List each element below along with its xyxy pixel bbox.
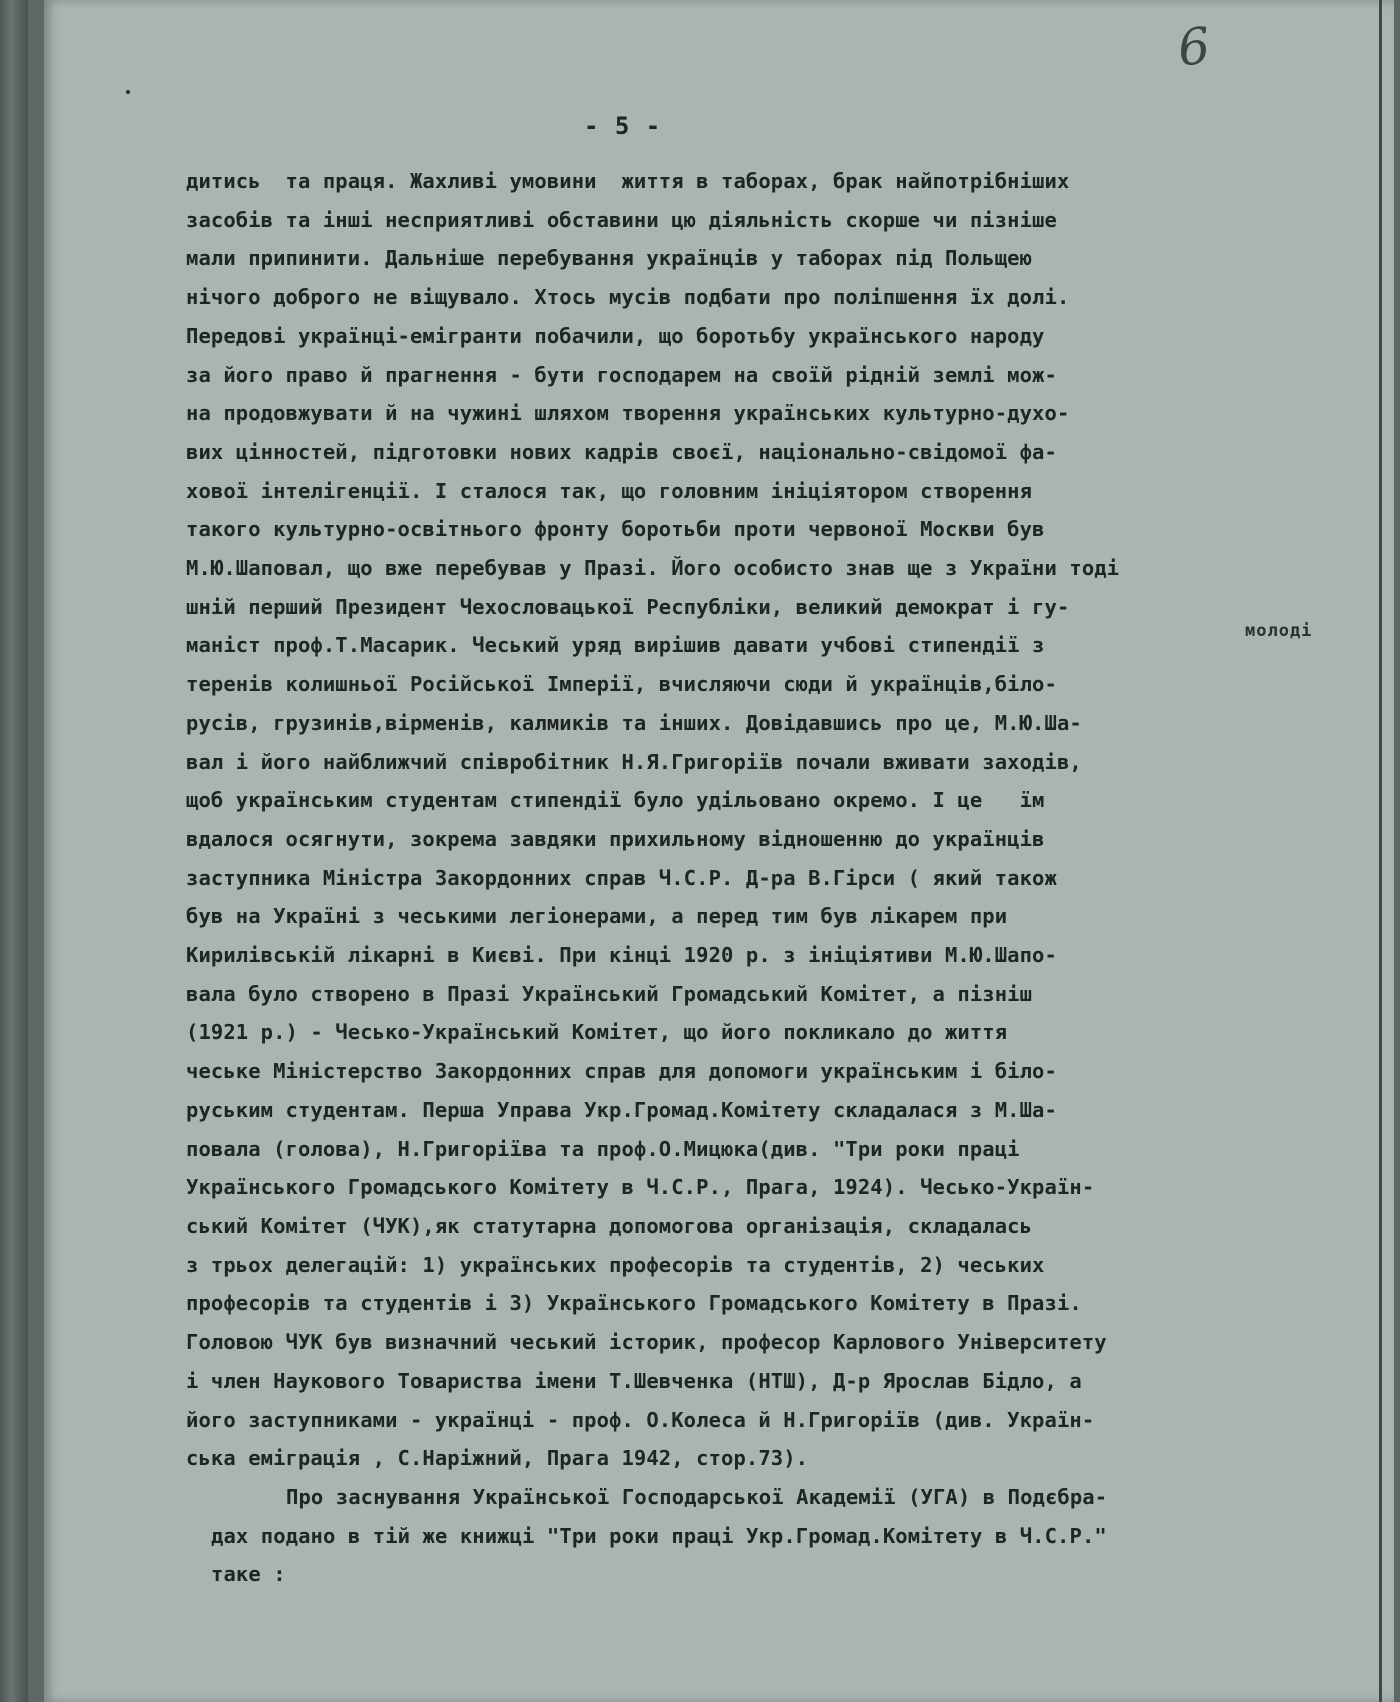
text-line: за його право й прагнення - бути господарем на своїй рідній землі мож- — [186, 362, 1057, 387]
text-line: вала було створено в Празі Український Громадський Комітет, а пізніш — [186, 981, 1033, 1006]
text-line: мали припинити. Дальніше перебування українців у таборах під Польщею — [186, 246, 1033, 271]
text-line: і член Наукового Товариства імени Т.Шевченка (НТШ), Д-р Ярослав Бідло, а — [186, 1368, 1082, 1393]
text-line: маніст проф.Т.Масарик. Чеський уряд вирішив давати учбові стипендії з — [186, 633, 1045, 658]
text-line: вал і його найближчий співробітник Н.Я.Григоріїв почали вживати заходів, — [186, 749, 1082, 774]
text-line: (1921 р.) - Чесько-Український Комітет, що його покликало до життя — [186, 1020, 1008, 1045]
text-line: русів, грузинів,вірменів, калмиків та інших. Довідавшись про це, М.Ю.Ша- — [186, 710, 1082, 735]
text-line: Кирилівській лікарні в Києві. При кінці 1920 р. з ініціятиви М.Ю.Шапо- — [186, 943, 1057, 968]
handwritten-insertion: молоді — [1245, 621, 1313, 641]
text-line: чеське Міністерство Закордонних справ для допомоги українським і біло- — [186, 1059, 1057, 1084]
binding-edge — [0, 0, 28, 1702]
text-line: такого культурно-освітнього фронту боротьби проти червоної Москви був — [186, 517, 1045, 542]
text-line: руським студентам. Перша Управа Укр.Громад.Комітету складалася з М.Ша- — [186, 1097, 1057, 1122]
text-line: засобів та інші несприятливі обставини цю діяльність скорше чи пізніше — [186, 207, 1057, 232]
text-line: дах подано в тій же книжці "Три роки праці Укр.Громад.Комітету в Ч.С.Р." — [211, 1523, 1107, 1548]
text-line: шній перший Президент Чехословацької Республіки, великий демократ і гу- — [186, 594, 1070, 619]
text-line: повала (голова), Н.Григоріїва та проф.О.Мицюка(див. "Три роки праці — [186, 1136, 1020, 1161]
text-line: М.Ю.Шаповал, що вже перебував у Празі. Його особисто знав ще з України тоді — [186, 556, 1120, 581]
text-line: теренів колишньої Російської Імперії, вчисляючи сюди й українців,біло- — [186, 672, 1057, 697]
text-line: ська еміграція , С.Наріжний, Прага 1942, стор.73). — [186, 1446, 809, 1471]
text-line: вдалося осягнути, зокрема завдяки прихильному відношенню до українців — [186, 826, 1045, 851]
text-line: заступника Міністра Закордонних справ Ч.С.Р. Д-ра В.Гірси ( який також — [186, 865, 1057, 890]
text-line: був на Україні з чеськими легіонерами, а перед тим був лікарем при — [186, 904, 1008, 929]
text-line: вих цінностей, підготовки нових кадрів своєї, національно-свідомої фа- — [186, 439, 1057, 464]
text-line: дитись та праця. Жахливі умовини життя в таборах, брак найпотрібніших — [186, 169, 1070, 193]
stray-ink-mark — [126, 90, 130, 94]
text-line: ський Комітет (ЧУК),як статутарна допомогова організація, складалась — [186, 1213, 1033, 1238]
text-line: Передові українці-емігранти побачили, що боротьбу українського народу — [186, 323, 1045, 348]
text-line: Українського Громадського Комітету в Ч.С.Р., Прага, 1924). Чесько-Україн- — [186, 1175, 1095, 1200]
text-line: його заступниками - українці - проф. О.Колеса й Н.Григоріїв (див. Україн- — [186, 1407, 1095, 1432]
page-number: - 5 - — [584, 112, 662, 140]
text-line: професорів та студентів і 3) Українського Громадського Комітету в Празі. — [186, 1291, 1082, 1316]
handwritten-archive-number: 6 — [1175, 16, 1213, 78]
text-line: щоб українським студентам стипендії було удільовано окремо. І це їм — [186, 788, 1045, 813]
typed-body-text — [186, 162, 1381, 1594]
text-line: Головою ЧУК був визначний чеський історик, професор Карлового Університету — [186, 1330, 1107, 1355]
text-line: з трьох делегацій: 1) українських професорів та студентів, 2) чеських — [186, 1252, 1045, 1277]
paragraph-start-line: Про заснування Української Господарської Академії (УГА) в Подєбра- — [286, 1484, 1108, 1509]
text-line: на продовжувати й на чужині шляхом творення українських культурно-духо- — [186, 401, 1070, 426]
text-line: хової інтелігенції. І сталося так, що головним ініціятором створення — [186, 478, 1033, 503]
text-line: нічого доброго не віщувало. Хтось мусів подбати про поліпшення їх долі. — [186, 285, 1070, 310]
text-line: таке : — [211, 1562, 286, 1587]
